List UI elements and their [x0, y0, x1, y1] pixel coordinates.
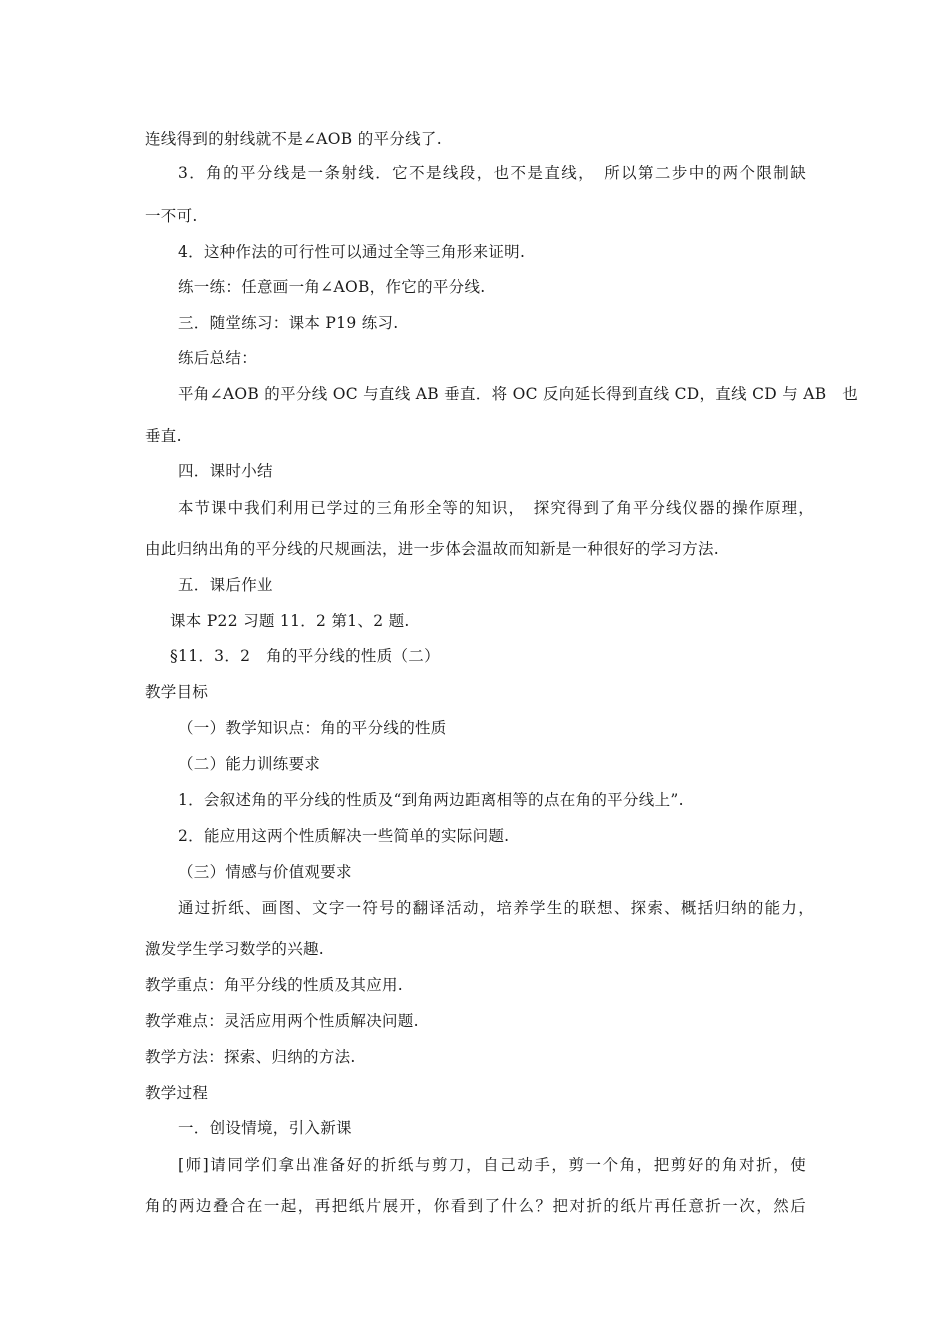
text-line: 一．创设情境，引入新课 [178, 1119, 352, 1137]
section-heading: 五．课后作业 [178, 576, 273, 594]
text-line: 垂直. [145, 427, 182, 445]
text-line: 平角∠AOB 的平分线 OC 与直线 AB 垂直．将 OC 反向延长得到直线 CD，直线 CD 与 AB 也 [178, 385, 859, 403]
lesson-title: §11．3．2 角的平分线的性质（二） [170, 647, 440, 665]
text-line: 练后总结： [178, 349, 258, 367]
section-heading: 教学目标 [145, 683, 209, 701]
text-line: 角的两边叠合在一起，再把纸片展开，你看到了什么？把对折的纸片再任意折一次，然后 [145, 1197, 806, 1215]
text-line: 本节课中我们利用已学过的三角形全等的知识， 探究得到了角平分线仪器的操作原理， [178, 499, 814, 517]
text-line: 由此归纳出角的平分线的尺规画法，进一步体会温故而知新是一种很好的学习方法. [145, 540, 720, 558]
text-line: 激发学生学习数学的兴趣. [145, 940, 325, 958]
text-line: 一不可. [145, 207, 198, 225]
text-line: 4．这种作法的可行性可以通过全等三角形来证明. [178, 243, 526, 261]
section-heading: 四．课时小结 [178, 462, 273, 480]
section-heading: 教学过程 [145, 1084, 209, 1102]
text-line: 2．能应用这两个性质解决一些简单的实际问题. [178, 827, 510, 845]
text-line: （二）能力训练要求 [178, 755, 321, 773]
section-heading: 三．随堂练习：课本 P19 练习. [178, 314, 399, 332]
text-line: 3．角的平分线是一条射线．它不是线段，也不是直线， 所以第二步中的两个限制缺 [178, 164, 806, 182]
text-line: [师]请同学们拿出准备好的折纸与剪刀，自己动手，剪一个角，把剪好的角对折，使 [178, 1156, 806, 1174]
text-line: 1．会叙述角的平分线的性质及“到角两边距离相等的点在角的平分线上”. [178, 791, 684, 809]
text-line: 教学方法：探索、归纳的方法. [145, 1048, 356, 1066]
text-line: 教学重点：角平分线的性质及其应用. [145, 976, 404, 994]
text-line: 教学难点：灵活应用两个性质解决问题. [145, 1012, 419, 1030]
text-line: 通过折纸、画图、文字一符号的翻译活动，培养学生的联想、探索、概括归纳的能力， [178, 899, 814, 917]
text-line: （三）情感与价值观要求 [178, 863, 352, 881]
text-line: 练一练：任意画一角∠AOB，作它的平分线. [178, 278, 486, 296]
text-line: （一）教学知识点：角的平分线的性质 [178, 719, 447, 737]
text-line: 连线得到的射线就不是∠AOB 的平分线了. [145, 130, 442, 148]
text-line: 课本 P22 习题 11．2 第1、2 题. [170, 612, 410, 630]
